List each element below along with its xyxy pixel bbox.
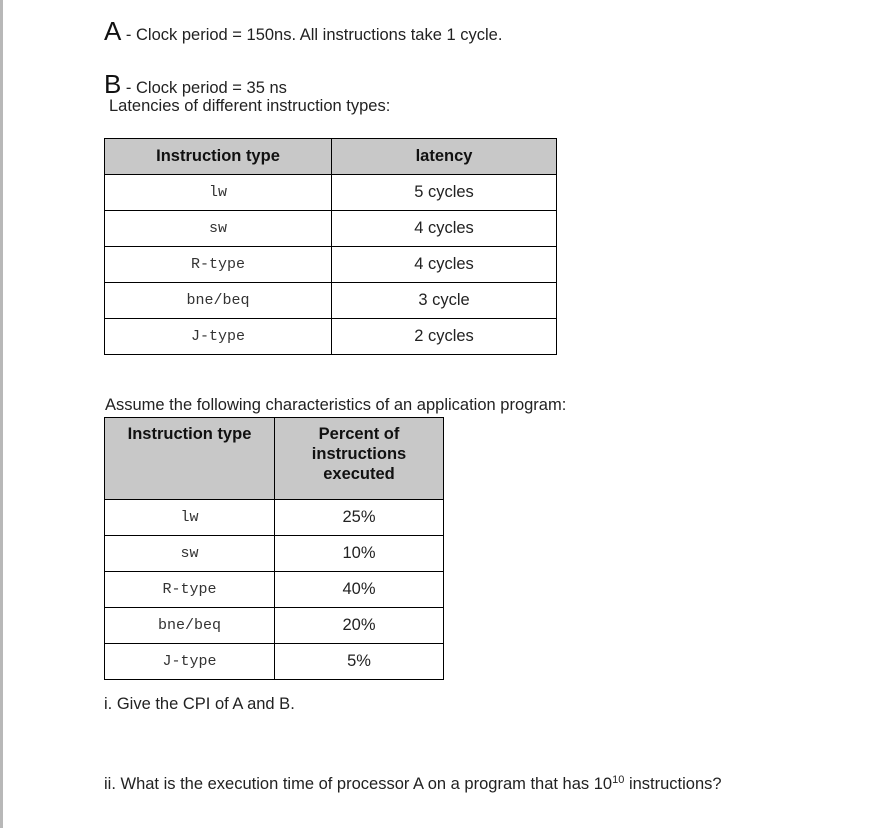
percent-cell: 5% <box>275 644 444 680</box>
table-header-row <box>105 139 557 175</box>
table-row <box>105 500 444 536</box>
question-1: i. Give the CPI of A and B. <box>104 695 295 713</box>
column-header: Instruction type <box>105 418 275 500</box>
latency-subtitle: Latencies of different instruction types: <box>109 97 391 115</box>
table-row <box>105 644 444 680</box>
table-row <box>105 211 557 247</box>
latency-cell: 4 cycles <box>332 247 557 283</box>
instruction-type-cell: bne/beq <box>105 283 332 319</box>
percent-cell: 10% <box>275 536 444 572</box>
table-row <box>105 175 557 211</box>
table-row <box>105 608 444 644</box>
section-a-line <box>104 16 502 47</box>
latency-cell: 4 cycles <box>332 211 557 247</box>
column-header-percent <box>275 418 444 500</box>
percent-cell: 40% <box>275 572 444 608</box>
question-2-exponent: 10 <box>612 774 625 786</box>
instruction-type-cell: lw <box>105 500 275 536</box>
question-2-text-end: instructions? <box>624 775 722 793</box>
section-a-text: - Clock period = 150ns. All instructions take 1 cycle. <box>121 26 503 44</box>
table-row <box>105 247 557 283</box>
instruction-type-cell: R-type <box>105 247 332 283</box>
instruction-type-cell: J-type <box>105 644 275 680</box>
table-row <box>105 572 444 608</box>
percent-cell: 20% <box>275 608 444 644</box>
instruction-mix-table <box>104 417 444 680</box>
instruction-type-cell: sw <box>105 536 275 572</box>
latency-cell: 3 cycle <box>332 283 557 319</box>
latency-table <box>104 138 557 355</box>
instruction-type-cell: bne/beq <box>105 608 275 644</box>
header-line: instructions <box>311 445 407 463</box>
question-2 <box>104 775 722 794</box>
latency-cell: 2 cycles <box>332 319 557 355</box>
table-header-row <box>105 418 444 500</box>
column-header: latency <box>332 139 557 175</box>
header-line: Percent of <box>318 425 400 443</box>
question-2-text: ii. What is the execution time of processor A on a program that has 10 <box>104 775 613 793</box>
program-intro: Assume the following characteristics of an application program: <box>105 396 567 414</box>
percent-cell: 25% <box>275 500 444 536</box>
table-row <box>105 319 557 355</box>
instruction-type-cell: lw <box>105 175 332 211</box>
header-line: executed <box>323 465 395 483</box>
instruction-type-cell: J-type <box>105 319 332 355</box>
table-row <box>105 283 557 319</box>
table-row <box>105 536 444 572</box>
instruction-type-cell: R-type <box>105 572 275 608</box>
section-b-letter: B <box>104 69 122 99</box>
section-a-letter: A <box>104 16 122 46</box>
page-left-border <box>0 0 3 828</box>
section-b-line <box>104 69 287 100</box>
section-b-text: - Clock period = 35 ns <box>121 79 287 97</box>
instruction-type-cell: sw <box>105 211 332 247</box>
column-header: Instruction type <box>105 139 332 175</box>
latency-cell: 5 cycles <box>332 175 557 211</box>
